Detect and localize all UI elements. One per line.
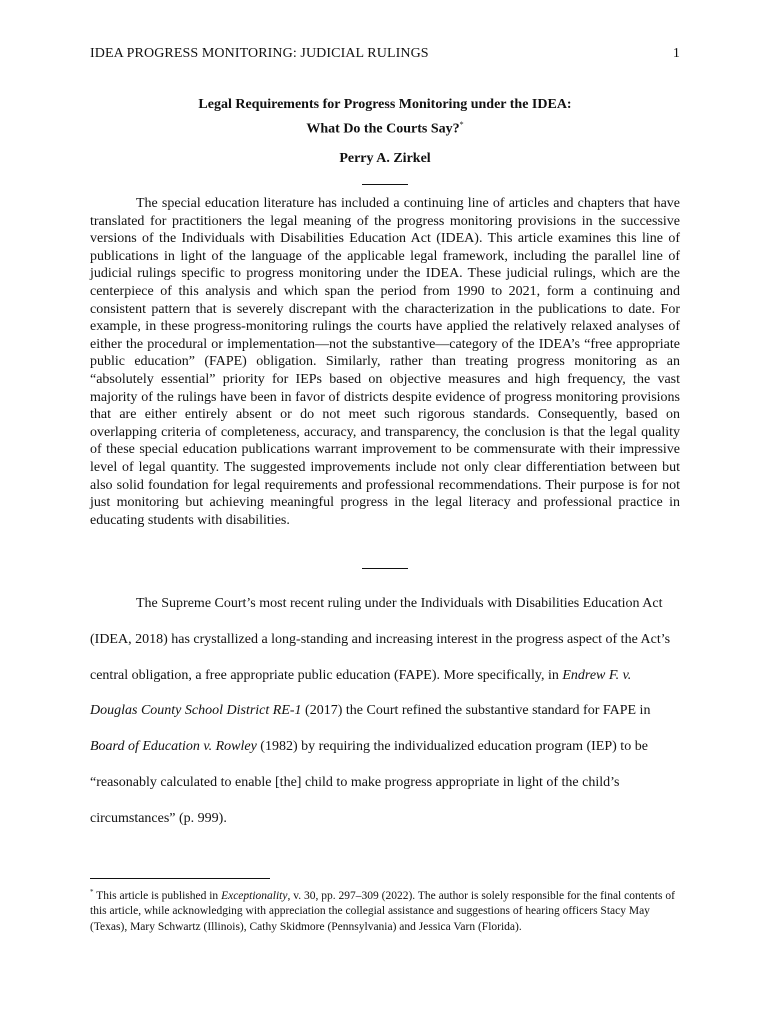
- body-text-part-1: The Supreme Court’s most recent ruling under the Individuals with Disabilities Education Act (IDEA, 2018) has crystallized a long-standing and increasing interest in the progress aspect of the Act’s central obligation, a free appropriate public education (FAPE). More specifically, in: [90, 596, 671, 683]
- page-number: 1: [672, 46, 680, 61]
- case-citation-rowley: Board of Education v. Rowley: [90, 739, 257, 755]
- footnote-separator: [90, 878, 270, 879]
- body-paragraph: [90, 586, 680, 837]
- abstract-top-divider: [362, 184, 408, 185]
- footnote-journal-name: Exceptionality: [221, 889, 288, 902]
- running-title: IDEA PROGRESS MONITORING: JUDICIAL RULINGS: [90, 46, 429, 61]
- case-citation-endrew: Endrew F. v. Douglas County School District RE-1: [90, 667, 632, 719]
- abstract-text: The special education literature has included a continuing line of articles and chapters that have translated for practitioners the legal meaning of the progress monitoring provisions in the successive versions of the Individuals with Disabilities Education Act (IDEA). This article examines this line of publications in light of the language of the applicable legal framework, including the parallel line of judicial rulings specific to progress monitoring under the IDEA. These judicial rulings, which are the centerpiece of this analysis and which span the period from 1990 to 2021, form a continuing and consistent pattern that is severely discrepant with the characterization in the publications to date. For example, in these progress-monitoring rulings the courts have applied the relatively relaxed analyses of either the procedural or implementation—not the substantive—category of the IDEA’s “free appropriate public education” (FAPE) obligation. Similarly, rather than treating progress monitoring as an “absolutely essential” priority for IEPs based on objective measures and high frequency, the vast majority of the rulings have been in favor of districts despite evidence of progress monitoring provisions that are either entirely absent or do not meet such rigorous standards. Consequently, based on overlapping criteria of completeness, accuracy, and transparency, the conclusion is that the legal quality of these special education publications warrant improvement to be commensurate with their impressive level of legal quantity. The suggested improvements include not only clear differentiation between but also solid foundation for legal requirements and professional recommendations. Their purpose is for not just monitoring but achieving meaningful progress in the legal literacy and professional practice in educating students with disabilities.: [90, 196, 680, 528]
- article-title-line-2: [90, 115, 680, 140]
- footnote: [90, 885, 680, 935]
- body-text-part-3: (1982) by requiring the individualized education program (IEP) to be “reasonably calculated to enable [the] child to make progress appropriate in light of the child’s circumstances” (p. 999).: [90, 739, 648, 826]
- footnote-text-part-1: This article is published in: [93, 889, 222, 902]
- footnote-text-part-2: , v. 30, pp. 297–309 (2022). The author is solely responsible for the final contents of this article, while acknowledging with appreciation the collegial assistance and suggestions of hearing officers Stacy May (Texas), Mary Schwartz (Illinois), Cathy Skidmore (Pennsylvania) and Jessica Varn (Florida).: [90, 889, 675, 933]
- article-title-line-2-text: What Do the Courts Say?: [306, 121, 460, 137]
- article-title-line-1: Legal Requirements for Progress Monitoring under the IDEA:: [198, 97, 572, 112]
- footnote-marker: *: [90, 888, 94, 896]
- title-footnote-marker: *: [459, 120, 464, 129]
- abstract-bottom-divider: [362, 568, 408, 569]
- body-text-part-2: (2017) the Court refined the substantive standard for FAPE in: [301, 703, 651, 719]
- author-name: Perry A. Zirkel: [339, 151, 431, 166]
- abstract: [90, 195, 680, 529]
- article-title: [90, 95, 680, 140]
